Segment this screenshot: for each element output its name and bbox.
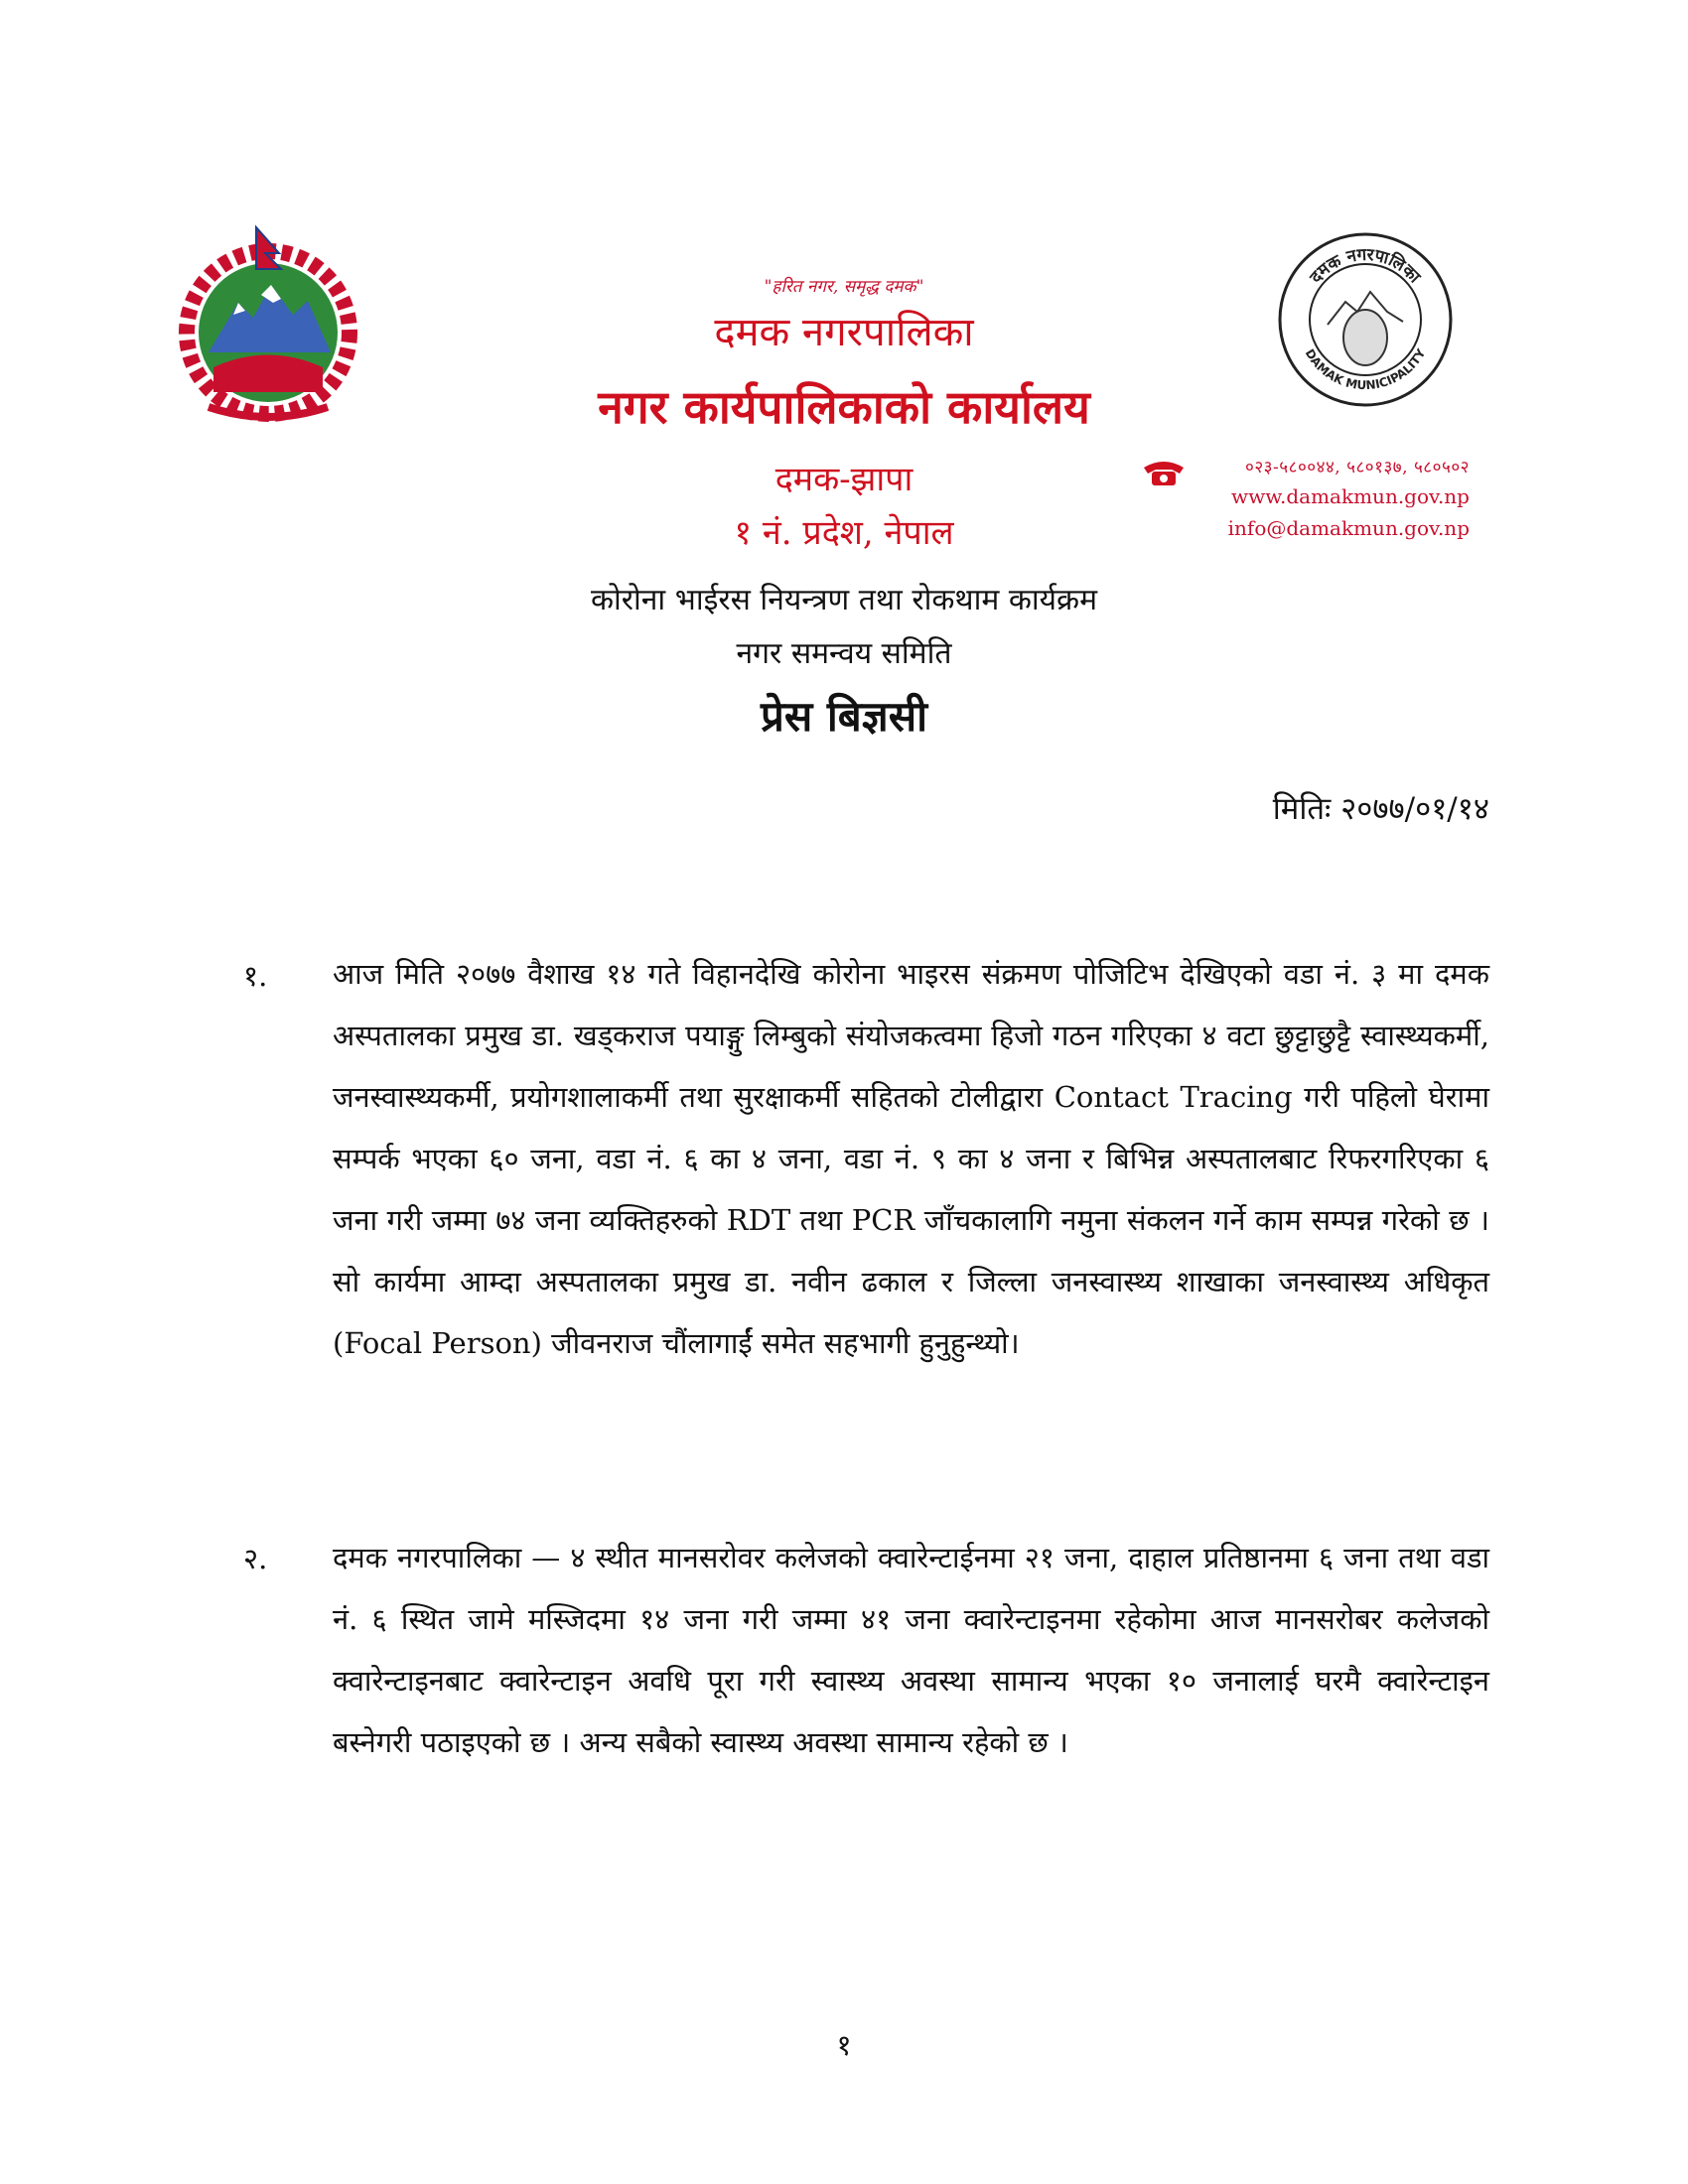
page-number: १ — [836, 2028, 852, 2062]
province-name: १ नं. प्रदेश, नेपाल — [734, 513, 954, 553]
contact-phone: ०२३-५८००४४, ५८०१३७, ५८०५०२ — [1245, 458, 1470, 478]
document-date: मितिः २०७७/०१/१४ — [1272, 791, 1489, 827]
item-number: १. — [243, 959, 268, 993]
committee-title: नगर समन्वय समिति — [736, 636, 952, 671]
item-text: आज मिति २०७७ वैशाख १४ गते विहानदेखि कोरोना भाइरस संक्रमण पोजिटिभ देखिएको वडा नं. ३ मा दमक अस्पतालका प्रमुख डा. खड्कराज पयाङ्गु लिम्बुको संयोजकत्वमा हिजो गठन गरिएका ४ वटा छुट्टाछुट्टै स्वास्थ्यकर्मी, जनस्वास्थ्यकर्मी, प्रयोगशालाकर्मी तथा सुरक्षाकर्मी सहितको टोलीद्वारा Contact Tracing गरी पहिलो घेरामा सम्पर्क भएका ६० जना, वडा नं. ६ का ४ जना, वडा नं. ९ का ४ जना र बिभिन्न अस्पतालबाट रिफरगरिएका ६ जना गरी जम्मा ७४ जना व्यक्तिहरुको RDT तथा PCR जाँचकालागि नमुना संकलन गर्ने काम सम्पन्न गरेको छ । सो कार्यमा आम्दा अस्पतालका प्रमुख डा. नवीन ढकाल र जिल्ला जनस्वास्थ्य शाखाका जनस्वास्थ्य अधिकृत (Focal Person) जीवनराज चौंलागाईं समेत सहभागी हुनुहुन्थ्यो। — [333, 957, 1489, 1360]
district-name: दमक-झापा — [774, 460, 914, 499]
seal-top-text: दमक नगरपालिका — [1306, 244, 1425, 288]
municipality-name: दमक नगरपालिका — [714, 310, 974, 355]
seal-bottom-text: DAMAK MUNICIPALITY — [1302, 346, 1429, 393]
nepal-emblem-icon — [154, 223, 382, 427]
office-title: नगर कार्यपालिकाको कार्यालय — [598, 380, 1090, 434]
program-title: कोरोना भाईरस नियन्त्रण तथा रोकथाम कार्यक्रम — [590, 583, 1098, 617]
item-number: २. — [243, 1542, 268, 1575]
document-title: प्रेस बिज्ञसी — [761, 692, 927, 741]
contact-email[interactable]: info@damakmun.gov.np — [1227, 516, 1470, 540]
municipality-seal-icon — [1276, 230, 1455, 409]
municipality-motto: "हरित नगर, समृद्ध दमक" — [764, 277, 924, 297]
contact-website[interactable]: www.damakmun.gov.np — [1231, 484, 1470, 508]
item-text: दमक नगरपालिका — ४ स्थीत मानसरोवर कलेजको क्वारेन्टाईनमा २१ जना, दाहाल प्रतिष्ठानमा ६ जना तथा वडा नं. ६ स्थित जामे मस्जिदमा १४ जना गरी जम्मा ४१ जना क्वारेन्टाइनमा रहेकोमा आज मानसरोबर कलेजको क्वारेन्टाइनबाट क्वारेन्टाइन अवधि पूरा गरी स्वास्थ्य अवस्था सामान्य भएका १० जनालाई घरमै क्वारेन्टाइन बस्नेगरी पठाइएको छ । अन्य सबैको स्वास्थ्य अवस्था सामान्य रहेको छ । — [333, 1541, 1489, 1759]
